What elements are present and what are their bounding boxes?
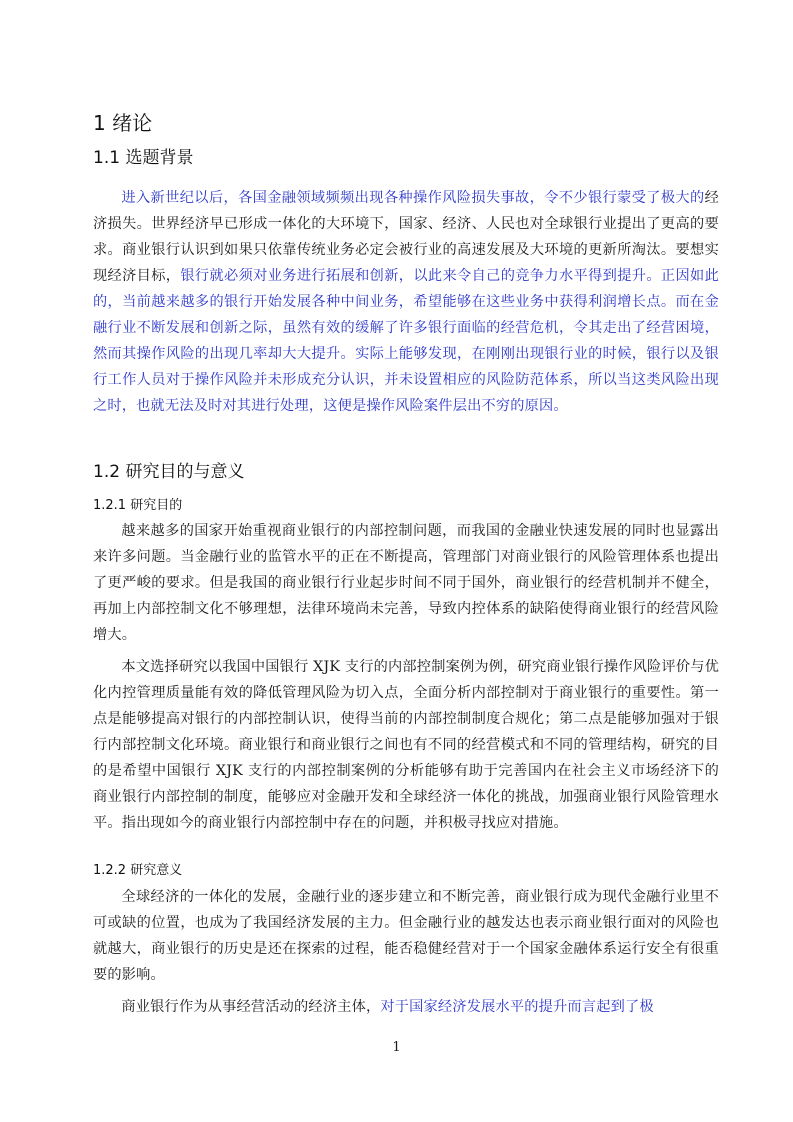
section-heading-background: 1.1 选题背景 xyxy=(93,148,194,168)
paragraph-purpose-1: 越来越多的国家开始重视商业银行的内部控制问题，而我国的金融业快速发展的同时也显露出来许多问题。当金融行业的监管水平的正在不断提高，管理部门对商业银行的风险管理体系也提出了更严峻的要求。但是我国的商业银行行业起步时间不同于国外，商业银行的经营机制并不健全，再加上内部控制文化不够理想，法律环境尚未完善，导致内控体系的缺陷使得商业银行的经营风险增大。 xyxy=(93,523,719,643)
section-heading-purpose-significance: 1.2 研究目的与意义 xyxy=(93,462,245,482)
page-number: 1 xyxy=(392,1040,401,1055)
highlighted-text: 进入新世纪以后，各国金融领域频频出现各种操作风险损失事故，令不少银行蒙受了极大的 xyxy=(121,190,705,206)
highlighted-text: 对于国家经济发展水平的提升而言起到了极 xyxy=(380,999,654,1015)
body-text: 经济损失。世界经济早已形成一体化的大环境下，国家、经济、人民也对全球银行业提出了更高的要求。商业银行认识到如果只依靠传统业务必定会被行业的高速发展及大环境的更新所淘汰。要想实现经济目标， xyxy=(93,190,719,284)
subsection-heading-purpose: 1.2.1 研究目的 xyxy=(93,498,183,513)
highlighted-text: 银行就必须对业务进行拓展和创新，以此来令自己的竞争力水平得到提升。正因如此的，当前越来越多的银行开始发展各种中间业务，希望能够在这些业务中获得利润增长点。而在金融行业不断发展和创新之际，虽然有效的缓解了许多银行面临的经营危机，令其走出了经营困境，然而其操作风险的出现几率却大大提升。实际上能够发现，在刚刚出现银行业的时候，银行以及银行工作人员对于操作风险并未形成充分认识，并未设置相应的风险防范体系，所以当这类风险出现之时，也就无法及时对其进行处理，这便是操作风险案件层出不穷的原因。 xyxy=(93,268,719,414)
paragraph-significance-2 xyxy=(93,994,719,1020)
subsection-heading-significance: 1.2.2 研究意义 xyxy=(93,863,183,878)
chapter-heading: 1 绪论 xyxy=(93,111,153,135)
paragraph-significance-1: 全球经济的一体化的发展，金融行业的逐步建立和不断完善，商业银行成为现代金融行业里不可或缺的位置，也成为了我国经济发展的主力。但金融行业的越发达也表示商业银行面对的风险也就越大，商业银行的历史是还在探索的过程，能否稳健经营对于一个国家金融体系运行安全有很重要的影响。 xyxy=(93,889,719,983)
paragraph-purpose-2: 本文选择研究以我国中国银行 XJK 支行的内部控制案例为例，研究商业银行操作风险评价与优化内控管理质量能有效的降低管理风险为切入点，全面分析内部控制对于商业银行的重要性。第一点是能够提高对银行的内部控制认识，使得当前的内部控制制度合规化；第二点是能够加强对于银行内部控制文化环境。商业银行和商业银行之间也有不同的经营模式和不同的管理结构，研究的目的是希望中国银行 XJK 支行的内部控制案例的分析能够有助于完善国内在社会主义市场经济下的商业银行内部控制的制度，能够应对金融开发和全球经济一体化的挑战，加强商业银行风险管理水平。指出现如今的商业银行内部控制中存在的问题，并积极寻找应对措施。 xyxy=(93,659,719,831)
body-text: 商业银行作为从事经营活动的经济主体， xyxy=(121,999,381,1015)
paragraph-background xyxy=(93,185,719,419)
